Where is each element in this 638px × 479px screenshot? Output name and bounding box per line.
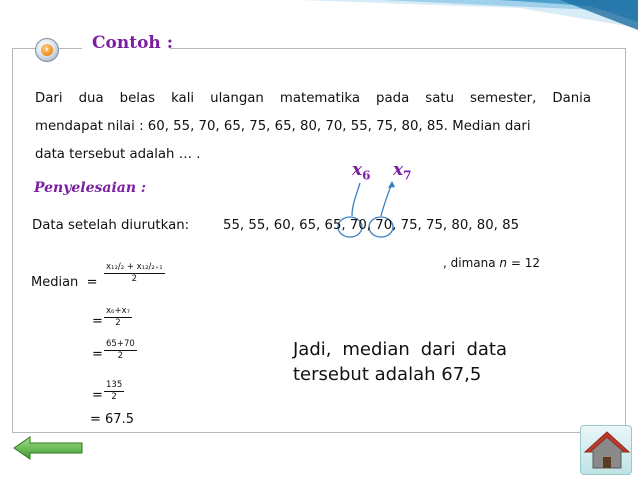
final-result: = 67.5 [90,412,134,427]
median-label: Median = [31,275,98,290]
home-button[interactable] [580,425,632,475]
slide-title: Contoh : [92,33,173,53]
left-arrow-icon[interactable] [12,436,84,460]
x6-label: $x_6$ [352,160,371,183]
fraction-step-4: $\frac{135}{2}$ [106,380,123,402]
eq-sign-2: = [92,314,103,329]
eq-sign-3: = [92,347,103,362]
fraction-step-2: $\frac{\text{x₆+x₇}}{2}$ [106,306,130,328]
dimana-note: , dimana n = 12 [443,256,540,270]
fraction-step-1: $\frac{\text{x₁₂/₂ + x₁₂/₂₊₁}}{2}$ [106,262,163,284]
sorted-label: Data setelah diurutkan: [32,218,190,233]
problem-line-2: mendapat nilai : 60, 55, 70, 65, 75, 65, 80, 70, 55, 75, 80, 85. Median dari [35,119,531,134]
sorted-values: 55, 55, 60, 65, 65, 70, 70, 75, 75, 80, 80, 85 [223,218,520,233]
problem-line-3: data tersebut adalah … . [35,147,201,162]
eq-sign-4: = [92,388,103,403]
problem-line-1: Dari dua belas kali ulangan matematika pada satu semester, Dania [35,91,591,106]
x7-label: $x_7$ [393,160,412,183]
orange-orb-icon[interactable]: › [35,38,59,62]
solution-heading: Penyelesaian : [34,180,147,196]
house-icon [581,426,633,476]
fraction-step-3: $\frac{65+70}{2}$ [106,339,135,361]
conclusion-text: Jadi, median dari data tersebut adalah 67,5 [293,339,507,385]
